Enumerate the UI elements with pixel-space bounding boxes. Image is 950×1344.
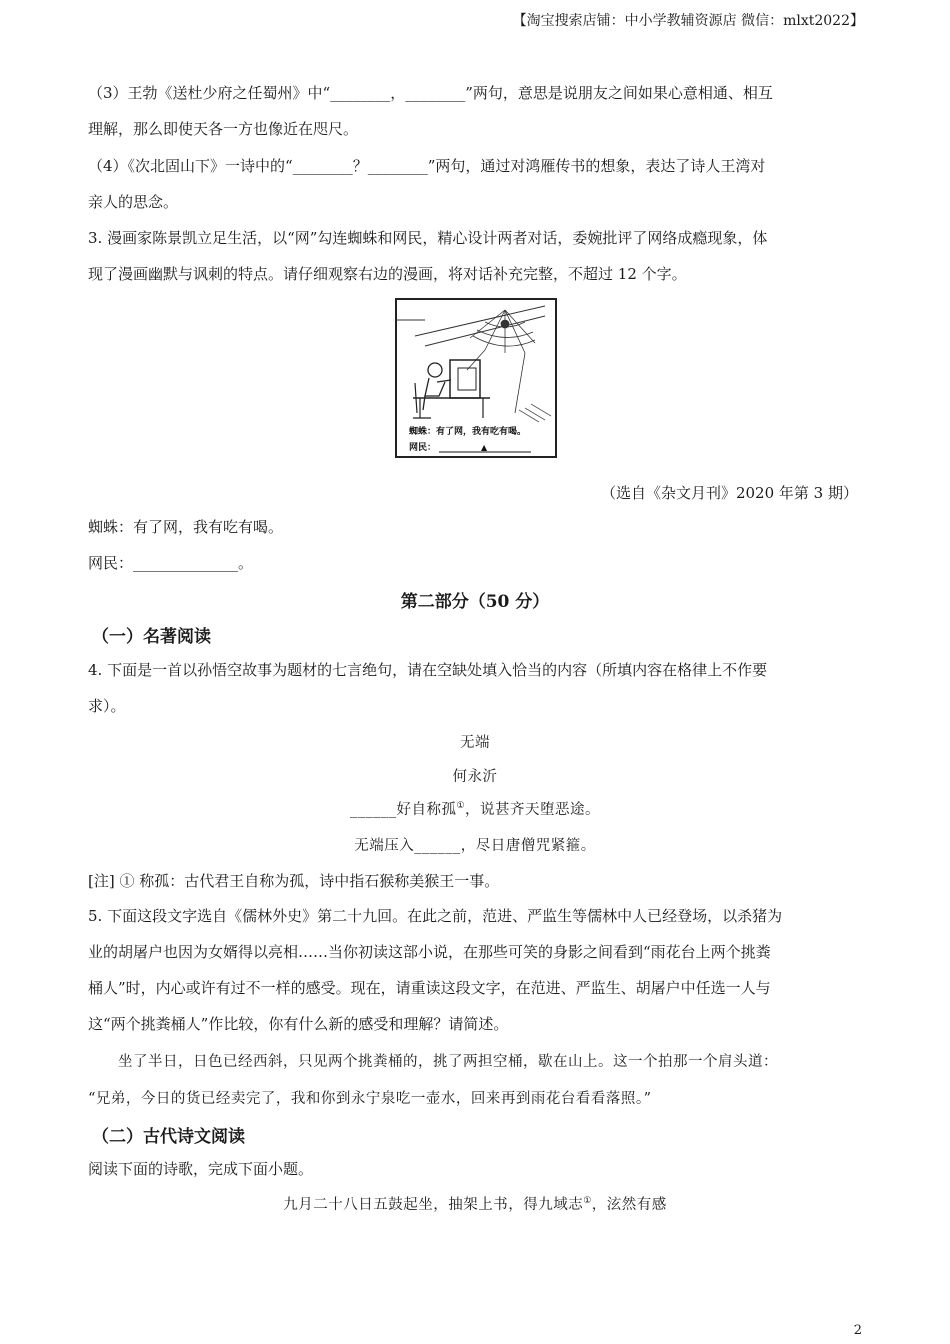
excerpt-line1: 坐了半日，日色已经西斜，只见两个挑粪桶的，挑了两担空桶，歇在山上。这一个拍那一个肩头道： xyxy=(118,1054,778,1070)
page-header: 【淘宝搜索店铺：中小学教辅资源店 微信：mlxt2022】 xyxy=(512,13,864,29)
poem-note: [注] ① 称孤：古代君王自称为孤，诗中指石猴称美猴王一事。 xyxy=(88,872,500,890)
spider xyxy=(501,320,509,328)
poem-line1-a: ______好自称孤 xyxy=(349,802,457,818)
cartoon-image xyxy=(395,298,557,458)
q5-line1: 5. 下面这段文字选自《儒林外史》第二十九回。在此之前，范进、严监生等儒林中人已经登场，以杀猪为 xyxy=(88,907,783,925)
poem-title: 无端 xyxy=(460,735,490,751)
page-number: 2 xyxy=(853,1323,862,1338)
section2-title: （二）古代诗文阅读 xyxy=(92,1127,245,1147)
section1-title: （一）名著阅读 xyxy=(92,627,211,647)
cartoon-caption-spider: 蜘蛛：有了网，我有吃有喝。 xyxy=(409,427,527,437)
cartoon-source: （选自《杂文月刊》2020 年第 3 期） xyxy=(600,484,858,502)
poem2-title-b: ，泫然有感 xyxy=(591,1197,667,1213)
cartoon-drawing xyxy=(395,298,557,458)
q4-line2: 求）。 xyxy=(88,697,126,715)
q3-4-line2: 亲人的思念。 xyxy=(88,193,179,211)
q5-line3: 桶人”时，内心或许有过不一样的感受。现在，请重读这段文字，在范进、严监生、胡屠户中任选一人与 xyxy=(88,979,771,997)
poem2-title-a: 九月二十八日五鼓起坐，抽架上书，得九域志 xyxy=(283,1197,584,1213)
q3-3-line1: （3）王勃《送杜少府之任蜀州》中“________，________”两句，意思是说朋友之间如果心意相通、相互 xyxy=(88,84,773,102)
dialog-netizen: 网民：______________。 xyxy=(88,554,254,572)
poem-line1-b: ，说甚齐天堕恶途。 xyxy=(465,802,601,818)
cartoon-caption-netizen: 网民： xyxy=(409,443,437,453)
q5-line2: 业的胡屠户也因为女婿得以亮相……当你初读这部小说，在那些可笑的身影之间看到“雨花台上两个挑粪 xyxy=(88,943,771,961)
poem2-footnote-mark: ① xyxy=(583,1196,592,1207)
part2-title: 第二部分（50 分） xyxy=(400,592,550,612)
poem-line2: 无端压入______，尽日唐僧咒紧箍。 xyxy=(354,838,596,854)
q4-line1: 4. 下面是一首以孙悟空故事为题材的七言绝句，请在空缺处填入恰当的内容（所填内容在格律上不作要 xyxy=(88,661,768,679)
excerpt-line2: “兄弟，今日的货已经卖完了，我和你到永宁泉吃一壶水，回来再到雨花台看看落照。” xyxy=(88,1091,652,1107)
q3-line1: 3. 漫画家陈景凯立足生活，以“网”勾连蜘蛛和网民，精心设计两者对话，委婉批评了网络成瘾现象，体 xyxy=(88,229,768,247)
q5-line4: 这“两个挑粪桶人”作比较，你有什么新的感受和理解？请简述。 xyxy=(88,1015,509,1033)
q3-line2: 现了漫画幽默与讽刺的特点。请仔细观察右边的漫画，将对话补充完整，不超过 12 个字。 xyxy=(88,265,687,283)
poem-line1 xyxy=(0,798,950,819)
cartoon-marker: ▲ xyxy=(481,443,488,452)
poem-author: 何永沂 xyxy=(452,769,498,785)
q3-4-line1: （4）《次北固山下》一诗中的“________？________”两句，通过对鸿雁传书的想象，表达了诗人王湾对 xyxy=(88,157,766,175)
dialog-spider: 蜘蛛：有了网，我有吃有喝。 xyxy=(88,518,284,536)
reading-instruction: 阅读下面的诗歌，完成下面小题。 xyxy=(88,1160,314,1178)
poem2-title xyxy=(0,1193,950,1214)
q3-3-line2: 理解，那么即使天各一方也像近在咫尺。 xyxy=(88,120,359,138)
poem-footnote-mark: ① xyxy=(456,801,466,812)
